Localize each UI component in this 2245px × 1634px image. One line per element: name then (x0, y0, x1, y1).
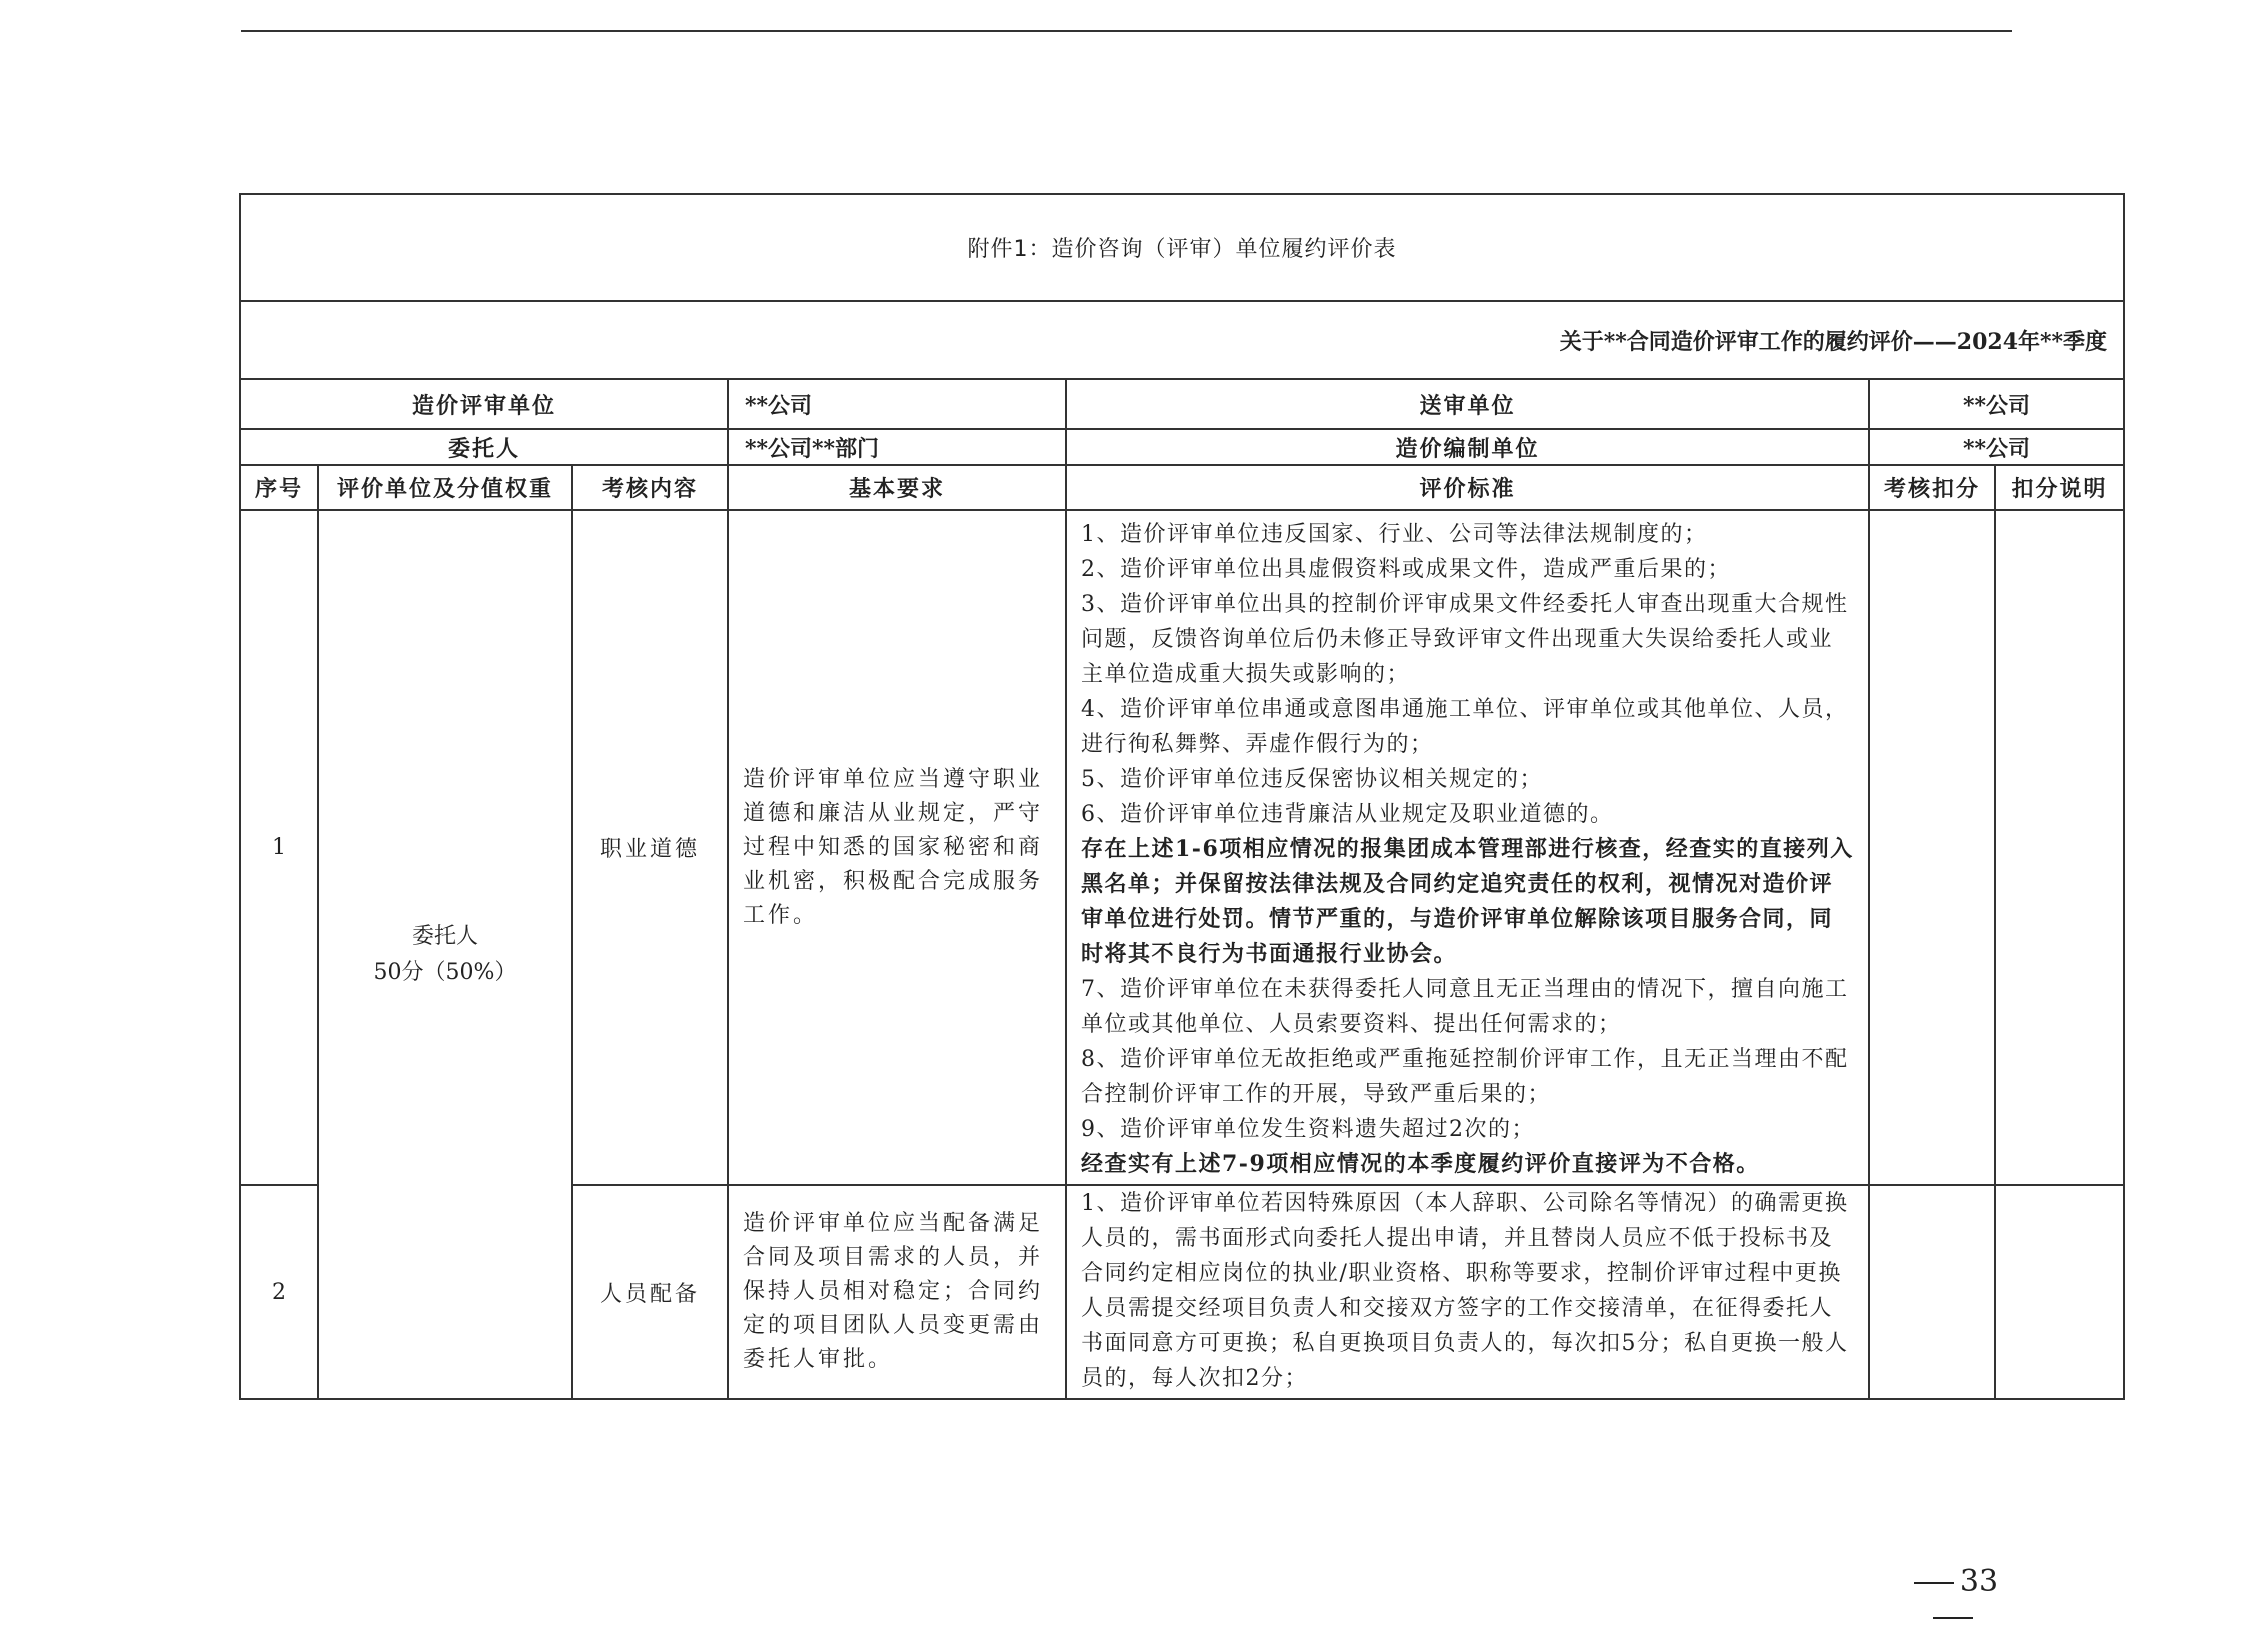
row-deduction (1869, 510, 1995, 1185)
weight-cell (318, 510, 572, 1399)
row-note (1995, 510, 2124, 1185)
value-client: **公司**部门 (728, 429, 1066, 465)
header-note: 扣分说明 (1995, 465, 2124, 510)
page-number-dash (1933, 1617, 1973, 1619)
value-review-unit: **公司 (728, 379, 1066, 429)
row-criteria (1066, 1185, 1869, 1399)
row-seq: 1 (240, 510, 318, 1185)
header-content: 考核内容 (572, 465, 728, 510)
row-content: 职业道德 (572, 510, 728, 1185)
label-compiling-unit: 造价编制单位 (1066, 429, 1869, 465)
weight-label: 委托人 (411, 923, 478, 949)
page-number-value: 33 (1959, 1564, 1999, 1599)
row-content: 人员配备 (572, 1185, 728, 1399)
label-review-unit: 造价评审单位 (240, 379, 728, 429)
performance-evaluation-table (239, 193, 2125, 1400)
criteria-item: 8、造价评审单位无故拒绝或严重拖延控制价评审工作，且无正当理由不配合控制价评审工作的开展，导致严重后果的； (1081, 1047, 1849, 1107)
label-client: 委托人 (240, 429, 728, 465)
criteria-item: 1、造价评审单位若因特殊原因（本人辞职、公司除名等情况）的确需更换人员的，需书面形式向委托人提出申请，并且替岗人员应不低于投标书及合同约定相应岗位的执业/职业资格、职称等要求，控制价评审过程中更换人员需提交经项目负责人和交接双方签字的工作交接清单，在征得委托人书面同意方可更换；私自更换项目负责人的，每次扣5分；私自更换一般人员的，每人次扣2分； (1081, 1191, 1849, 1391)
value-compiling-unit: **公司 (1869, 429, 2124, 465)
row-requirement: 造价评审单位应当配备满足合同及项目需求的人员，并保持人员相对稳定；合同约定的项目团队人员变更需由委托人审批。 (728, 1185, 1066, 1399)
row-seq: 2 (240, 1185, 318, 1399)
table-title: 附件1：造价咨询（评审）单位履约评价表 (240, 194, 2124, 301)
row-note (1995, 1185, 2124, 1399)
criteria-item: 7、造价评审单位在未获得委托人同意且无正当理由的情况下，擅自向施工单位或其他单位、人员索要资料、提出任何需求的； (1081, 977, 1849, 1037)
header-requirement: 基本要求 (728, 465, 1066, 510)
row-criteria (1066, 510, 1869, 1185)
page-number (1888, 1564, 2018, 1634)
row-deduction (1869, 1185, 1995, 1399)
row-requirement: 造价评审单位应当遵守职业道德和廉洁从业规定，严守过程中知悉的国家秘密和商业机密，积极配合完成服务工作。 (728, 510, 1066, 1185)
table-row (240, 510, 2124, 1185)
criteria-conclusion: 经查实有上述7-9项相应情况的本季度履约评价直接评为不合格。 (1081, 1151, 1760, 1177)
criteria-item: 9、造价评审单位发生资料遗失超过2次的； (1081, 1117, 1535, 1142)
criteria-item: 4、造价评审单位串通或意图串通施工单位、评审单位或其他单位、人员，进行徇私舞弊、弄虚作假行为的； (1081, 697, 1849, 757)
header-criteria: 评价标准 (1066, 465, 1869, 510)
header-rule (241, 30, 2012, 32)
table-subtitle: 关于**合同造价评审工作的履约评价——2024年**季度 (240, 301, 2124, 379)
header-deduction: 考核扣分 (1869, 465, 1995, 510)
weight-value: 50分（50%） (373, 959, 517, 985)
page-number-dash (1914, 1582, 1954, 1584)
criteria-conclusion: 存在上述1-6项相应情况的报集团成本管理部进行核查，经查实的直接列入黑名单；并保留按法律法规及合同约定追究责任的权利，视情况对造价评审单位进行处罚。情节严重的，与造价评审单位解除该项目服务合同，同时将其不良行为书面通报行业协会。 (1081, 836, 1854, 967)
criteria-item: 1、造价评审单位违反国家、行业、公司等法律法规制度的； (1081, 522, 1708, 547)
header-unit-weight: 评价单位及分值权重 (318, 465, 572, 510)
header-seq: 序号 (240, 465, 318, 510)
criteria-item: 2、造价评审单位出具虚假资料或成果文件，造成严重后果的； (1081, 557, 1731, 582)
value-submitting-unit: **公司 (1869, 379, 2124, 429)
criteria-item: 3、造价评审单位出具的控制价评审成果文件经委托人审查出现重大合规性问题，反馈咨询单位后仍未修正导致评审文件出现重大失误给委托人或业主单位造成重大损失或影响的； (1081, 592, 1849, 687)
label-submitting-unit: 送审单位 (1066, 379, 1869, 429)
criteria-item: 5、造价评审单位违反保密协议相关规定的； (1081, 767, 1543, 792)
criteria-item: 6、造价评审单位违背廉洁从业规定及职业道德的。 (1081, 802, 1614, 827)
